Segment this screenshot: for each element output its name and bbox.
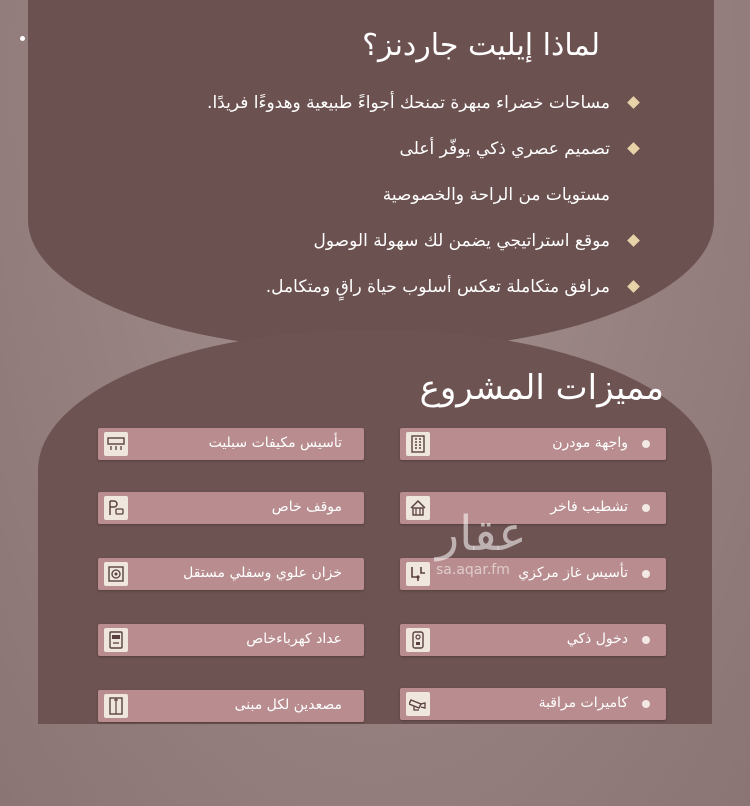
feature-label: تأسيس مكيفات سبليت — [208, 435, 342, 451]
feature-label: عداد كهرباءخاص — [246, 631, 342, 647]
feature-label: تأسيس غاز مركزي — [518, 565, 628, 581]
bullet-dot — [642, 700, 650, 708]
why-bullet-text: مستويات من الراحة والخصوصية — [382, 185, 610, 205]
why-bullet — [110, 126, 610, 172]
watermark-url: sa.aqar.fm — [436, 562, 510, 578]
feature-chip-private-parking — [98, 492, 364, 524]
watermark-brand: عقار — [436, 506, 527, 562]
elevator-icon — [104, 694, 128, 718]
why-bullet-continuation — [110, 172, 610, 218]
building-icon — [406, 432, 430, 456]
why-bullet-text: مساحات خضراء مبهرة تمنحك أجواءً طبيعية وهدوءًا فريدًا. — [207, 93, 610, 113]
feature-label: كاميرات مراقبة — [538, 695, 628, 711]
feature-label: واجهة مودرن — [552, 435, 628, 451]
why-bullet-text: موقع استراتيجي يضمن لك سهولة الوصول — [313, 231, 610, 251]
feature-chip-cameras — [400, 688, 666, 720]
feature-chip-water-tank — [98, 558, 364, 590]
feature-chip-modern-facade — [400, 428, 666, 460]
feature-chip-elevators — [98, 690, 364, 722]
why-heading: لماذا إيليت جاردنز؟ — [362, 28, 600, 63]
feature-label: دخول ذكي — [566, 631, 628, 647]
why-bullet — [110, 218, 610, 264]
why-bullet-text: تصميم عصري ذكي يوفّر أعلى — [399, 139, 610, 159]
feature-label: خزان علوي وسفلي مستقل — [183, 565, 342, 581]
feature-label: تشطيب فاخر — [550, 499, 628, 515]
bullet-dot — [642, 504, 650, 512]
meter-icon — [104, 628, 128, 652]
camera-icon — [406, 692, 430, 716]
feature-label: مصعدين لكل مبنى — [234, 697, 342, 713]
feature-chip-smart-entry — [400, 624, 666, 656]
features-title: مميزات المشروع — [419, 368, 664, 408]
why-bullet — [110, 80, 610, 126]
watermark — [436, 506, 527, 578]
smart-lock-icon — [406, 628, 430, 652]
bullet-dot — [642, 570, 650, 578]
house-icon — [406, 496, 430, 520]
why-bullet-text: مرافق متكاملة تعكس أسلوب حياة راقٍ ومتكامل. — [265, 277, 610, 297]
decorative-dot — [20, 36, 25, 41]
parking-icon — [104, 496, 128, 520]
feature-label: موقف خاص — [271, 499, 342, 515]
why-bullet-list — [110, 80, 610, 310]
why-bullet — [110, 264, 610, 310]
feature-chip-electric-meter — [98, 624, 364, 656]
bullet-dot — [642, 440, 650, 448]
feature-chip-split-ac — [98, 428, 364, 460]
pipes-icon — [406, 562, 430, 586]
ac-icon — [104, 432, 128, 456]
tank-icon — [104, 562, 128, 586]
bullet-dot — [642, 636, 650, 644]
